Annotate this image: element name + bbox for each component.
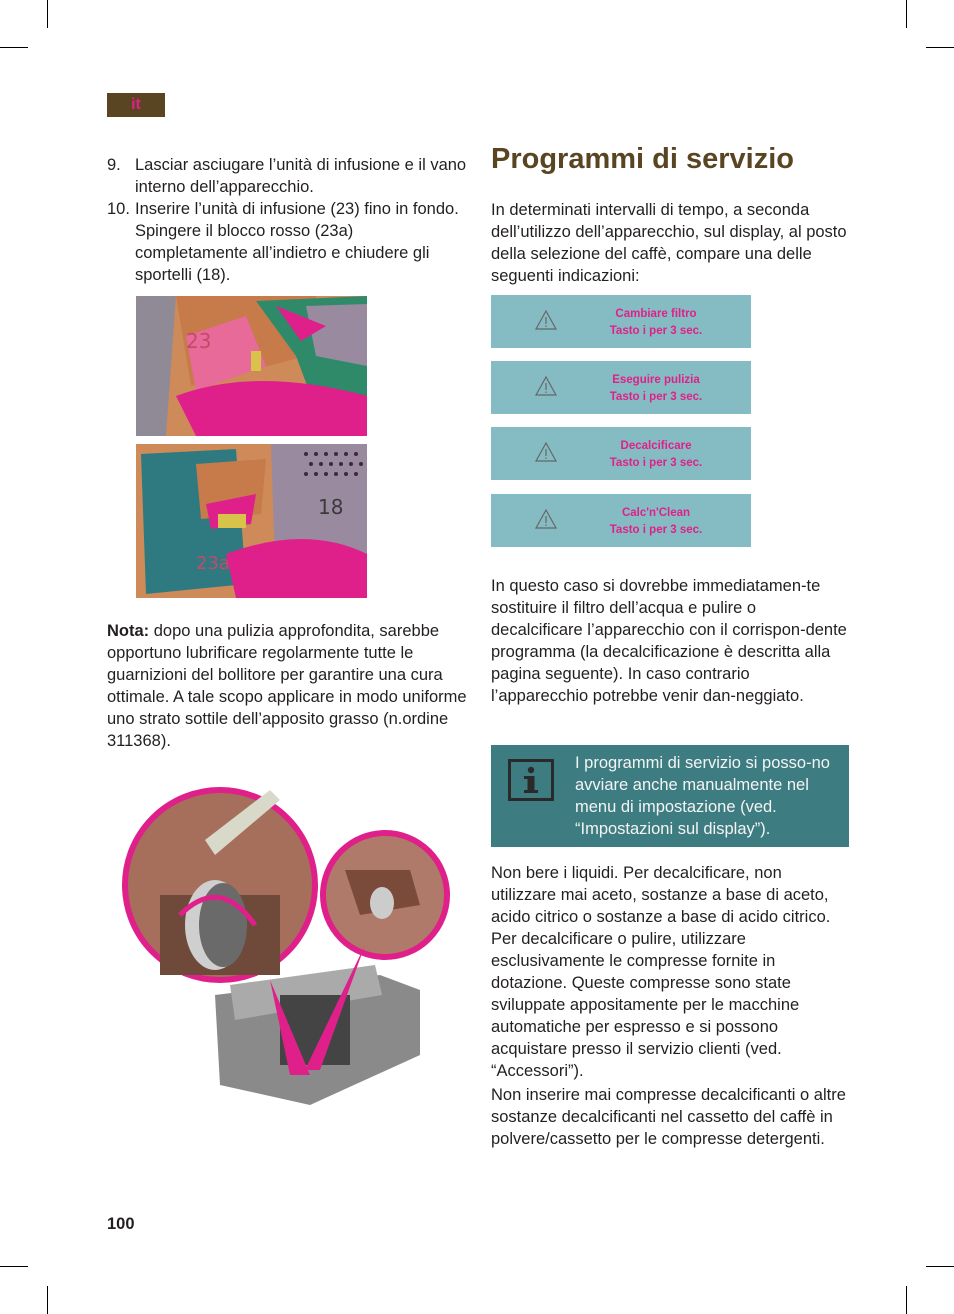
crop-mark [47,1286,48,1314]
warning-icon [535,376,557,396]
illustration-insert-brewing-unit [136,296,367,436]
step-item [107,198,467,286]
display-line: Tasto i per 3 sec. [609,457,703,469]
info-text: I programmi di servizio si posso-no avviare anche manualmente nel menu di impostazione (ved. “Impostazioni sul display”). [575,754,830,838]
display-line: Calc'n'Clean [621,507,691,519]
note-label: Nota: [107,622,150,640]
steps-section [107,154,467,286]
display-line: Tasto i per 3 sec. [609,391,703,403]
display-line: Eseguire pulizia [612,374,700,386]
display-line: Tasto i per 3 sec. [609,325,703,337]
warning-paragraph: Non inserire mai compresse decalcificanti o altre sostanze decalcificanti nel cassetto del caffè in polvere/cassetto per le compresse detergenti. [491,1086,846,1148]
language-tab: it [107,93,165,117]
illustration-push-red-block [136,444,367,598]
page-title: Programmi di servizio [491,143,794,175]
warning-paragraph: Non bere i liquidi. Per decalcificare, non utilizzare mai aceto, sostanze a base di aceto, acido citrico o sostanze a base di acido citrico. Per decalcificare o pulire, utilizzare esclusivamente le compresse fornite in dotazione. Queste compresse sono state sviluppate appositamente per le macchine automatiche per espresso e si possono acquistare presso il servizio clienti (ved. “Accessori”). [491,864,831,1080]
display-line: Cambiare filtro [615,308,697,320]
crop-mark [906,0,907,28]
info-box [491,745,849,847]
intro-paragraph: In determinati intervalli di tempo, a seconda dell’utilizzo dell’apparecchio, sul display, al posto della selezione del caffè, compare una delle seguenti indicazioni: [491,201,847,285]
step-number: 10. [107,200,130,218]
display-message [491,427,751,480]
lubrication-note [107,620,467,752]
crop-mark [47,0,48,28]
crop-mark [906,1286,907,1314]
display-message [491,494,751,547]
warning-icon [535,509,557,529]
crop-mark [926,47,954,48]
service-paragraph: In questo caso si dovrebbe immediatamen-te sostituire il filtro dell’acqua e pulire o decalcificare l’apparecchio con il corrispon-dente programma (la decalcificazione è descritta alla pagina seguente). In caso contrario l’apparecchio potrebbe venir dan-neggiato. [491,577,847,705]
display-message [491,295,751,348]
figure-label: 18 [318,495,344,519]
step-text: Inserire l’unità di infusione (23) fino in fondo. Spingere il blocco rosso (23a) completamente all’indietro e chiudere gli sportelli (18). [135,200,459,284]
step-number: 9. [107,156,121,174]
note-text: dopo una pulizia approfondita, sarebbe opportuno lubrificare regolarmente tutte le guarnizioni del bollitore per garantire una cura ottimale. A tale scopo applicare in modo uniforme uno strato sottile dell’apposito grasso (n.ordine 311368). [107,622,467,750]
illustration-lubricate-seals [120,785,460,1110]
steps-list [107,154,467,286]
warning-icon [535,442,557,462]
display-line: Decalcificare [620,440,692,452]
page-number: 100 [107,1215,135,1233]
warning-icon [535,310,557,330]
display-message [491,361,751,414]
display-line: Tasto i per 3 sec. [609,524,703,536]
crop-mark [0,47,28,48]
step-text: Lasciar asciugare l’unità di infusione e il vano interno dell’apparecchio. [135,156,467,196]
info-icon [508,759,554,801]
step-item [107,154,467,198]
crop-mark [0,1266,28,1267]
figure-label: 23a [196,553,230,574]
figure-label: 23 [186,329,212,353]
crop-mark [926,1266,954,1267]
